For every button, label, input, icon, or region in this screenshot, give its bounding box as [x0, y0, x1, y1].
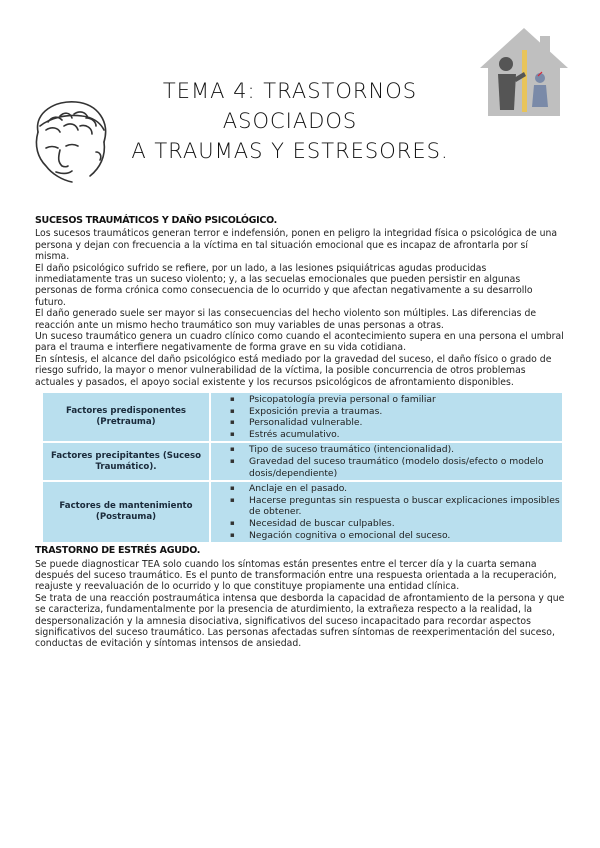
title-line-2: A TRAUMAS Y ESTRESORES. — [131, 139, 449, 163]
list-item: ▪ Hacerse preguntas sin respuesta o buscar explicaciones imposibles de obtener. — [211, 495, 562, 518]
list-item: ▪ Estrés acumulativo. — [211, 429, 562, 441]
factor-label: Factores de mantenimiento (Postrauma) — [42, 481, 210, 543]
title-line-1: TEMA 4: TRASTORNOS ASOCIADOS — [162, 79, 418, 133]
factor-items — [210, 392, 563, 442]
list-item: ▪ Exposición previa a traumas. — [211, 406, 562, 418]
house-family-illustration — [474, 18, 574, 122]
factor-items — [210, 481, 563, 543]
header — [0, 0, 600, 205]
paragraph: Se puede diagnosticar TEA solo cuando los síntomas están presentes entre el tercer día y la cuarta semana después del suceso traumático. Es el punto de transformación entre una respuesta orientada a la recuperación, reajuste y reevaluación de lo ocurrido y lo que constituye propiamente una entidad clínica. — [35, 558, 557, 593]
page-title — [100, 76, 480, 166]
factor-label: Factores precipitantes (Suceso Traumático). — [42, 442, 210, 481]
paragraph: Los sucesos traumáticos generan terror e indefensión, ponen en peligro la integridad física o psicológica de una persona y dejan con frecuencia a la víctima en tal situación emocional que es incapaz de afrontarla por sí misma. — [35, 228, 558, 263]
list-item: ▪ Gravedad del suceso traumático (modelo dosis/efecto o modelo dosis/dependiente) — [211, 456, 562, 479]
section-heading-traumatic-events: SUCESOS TRAUMÁTICOS Y DAÑO PSICOLÓGICO. — [35, 215, 277, 226]
list-item: ▪ Tipo de suceso traumático (intencionalidad). — [211, 444, 562, 456]
table-row — [42, 481, 563, 543]
paragraph: El daño generado suele ser mayor si las consecuencias del hecho violento son múltiples. Las diferencias de reacción ante un mismo hecho traumático son muy variables de unas personas a otras. — [35, 308, 537, 331]
paragraph: El daño psicológico sufrido se refiere, por un lado, a las lesiones psiquiátricas agudas producidas inmediatamente tras un suceso violento; y, a las secuelas emocionales que pueden persistir en algunas personas de forma crónica como consecuencia de lo ocurrido y que afectan negativamente a su desarrollo futuro. — [35, 262, 533, 308]
list-item: ▪ Necesidad de buscar culpables. — [211, 518, 562, 530]
paragraph: Se trata de una reacción postraumática intensa que desborda la capacidad de afrontamiento de la persona y que se caracteriza, fundamentalmente por la presencia de aturdimiento, la extrañeza respecto a la realidad, la despersonalización y la amnesia disociativa, significativos del suceso incapacitado para recordar aspectos significativos del suceso traumático. Las personas afectadas sufren síntomas de reexperimentación del suceso, conductas de evitación y síntomas intensos de ansiedad. — [35, 592, 565, 650]
list-item: ▪ Personalidad vulnerable. — [211, 417, 562, 429]
factors-table — [41, 391, 564, 544]
factor-items — [210, 442, 563, 481]
section-heading-acute-stress: TRASTORNO DE ESTRÉS AGUDO. — [35, 545, 201, 557]
list-item: ▪ Negación cognitiva o emocional del suceso. — [211, 530, 562, 542]
list-item: ▪ Anclaje en el pasado. — [211, 483, 562, 495]
list-item: ▪ Psicopatología previa personal o familiar — [211, 394, 562, 406]
paragraph: En síntesis, el alcance del daño psicológico está mediado por la gravedad del suceso, el daño físico o grado de riesgo sufrido, la mayor o menor vulnerabilidad de la víctima, la posible concurrencia de otros problemas actuales y pasados, el apoyo social existente y los recursos psicológicos de afrontamiento disponibles. — [35, 353, 552, 388]
table-row — [42, 392, 563, 442]
factor-label: Factores predisponentes (Pretrauma) — [42, 392, 210, 442]
paragraph: Un suceso traumático genera un cuadro clínico como cuando el acontecimiento supera en una persona el umbral para el trauma e interfiere negativamente de forma grave en su vida cotidiana. — [35, 331, 564, 354]
table-row — [42, 442, 563, 481]
head-with-brain-illustration — [26, 92, 116, 188]
main-content — [35, 215, 565, 650]
